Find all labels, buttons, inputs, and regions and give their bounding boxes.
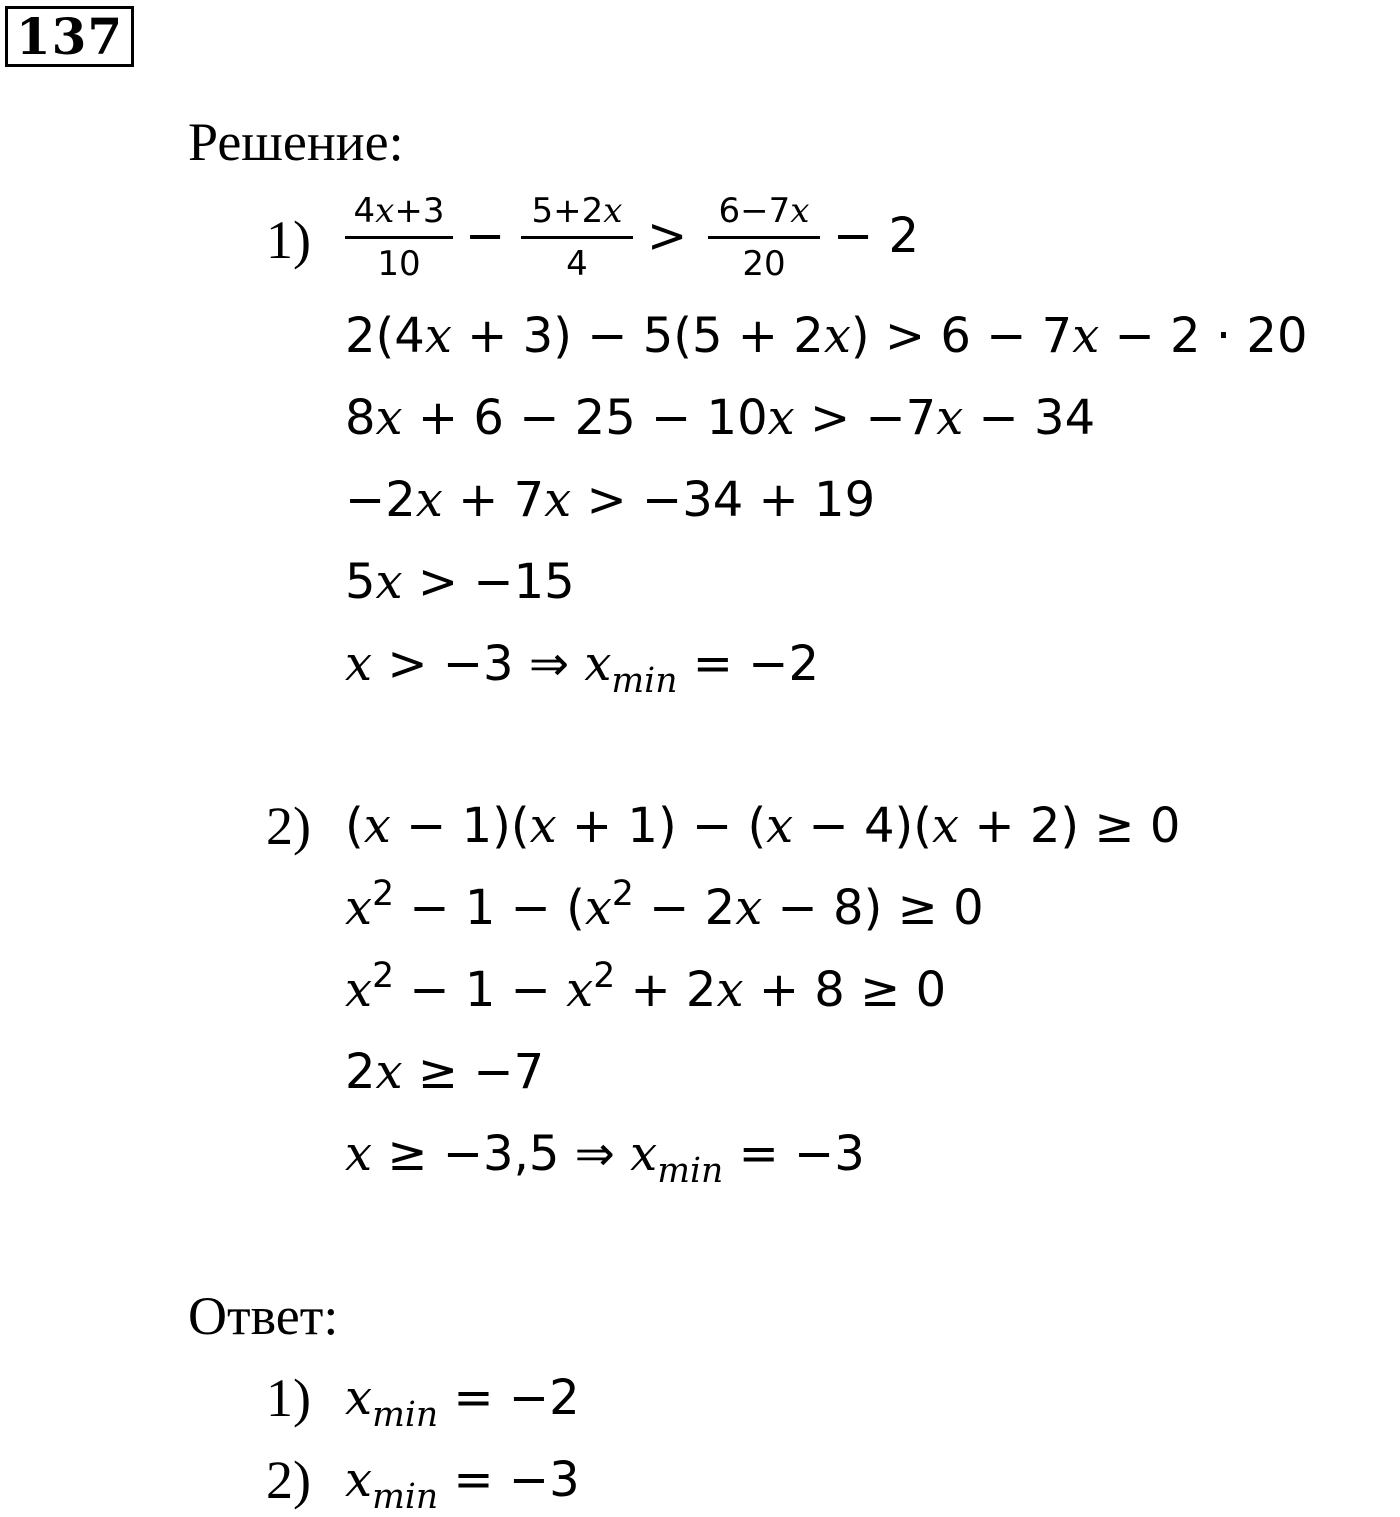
part1-step-4: 5x > −15 [345,554,575,610]
fraction-3 [708,190,820,283]
fraction-2-denominator: 4 [566,244,588,284]
part2-step-3: $x^2 - 1 - x^2 + 2x + 8 \ge 0$ [345,956,947,1018]
problem-number-box: 137 [5,6,134,67]
fraction-1 [345,190,453,283]
fraction-1-denominator: 10 [377,244,421,284]
part1-label: 1) [266,210,311,270]
fraction-3-numerator: 6−7x [718,191,810,231]
operator-minus: − [465,208,506,264]
part2-step-4: 2x ≥ −7 [345,1044,545,1100]
operator-minus-two: − 2 [833,208,920,264]
answer-1-value: $x_{min} = -2$ [345,1370,580,1436]
part2-step-1: (x − 1)(x + 1) − (x − 4)(x + 2) ≥ 0 [345,798,1181,854]
answer-heading: Ответ: [188,1286,339,1346]
solution-heading: Решение: [188,112,404,172]
answer-2-value: $x_{min} = -3$ [345,1452,580,1517]
fraction-2 [521,190,633,283]
operator-greater: > [647,208,688,264]
fraction-3-denominator: 20 [742,244,786,284]
answer-1-label: 1) [266,1368,311,1428]
fraction-1-numerator: 4x+3 [353,191,445,231]
part1-step-5: x > −3 ⇒ $x_{min} = -2$ [345,636,819,702]
part1-first-line [345,190,965,290]
part2-step-5: x ≥ −3,5 ⇒ $x_{min} = -3$ [345,1126,865,1192]
answer-2-label: 2) [266,1450,311,1510]
part1-step-3: −2x + 7x > −34 + 19 [345,472,876,528]
part2-step-2: $x^2 - 1 - (x^2 - 2x - 8) \ge 0$ [345,874,984,936]
part1-step-2: 8x + 6 − 25 − 10x > −7x − 34 [345,390,1096,446]
fraction-2-numerator: 5+2x [531,191,623,231]
part1-step-1: 2(4x + 3) − 5(5 + 2x) > 6 − 7x − 2 · 20 [345,308,1308,364]
part2-label: 2) [266,796,311,856]
